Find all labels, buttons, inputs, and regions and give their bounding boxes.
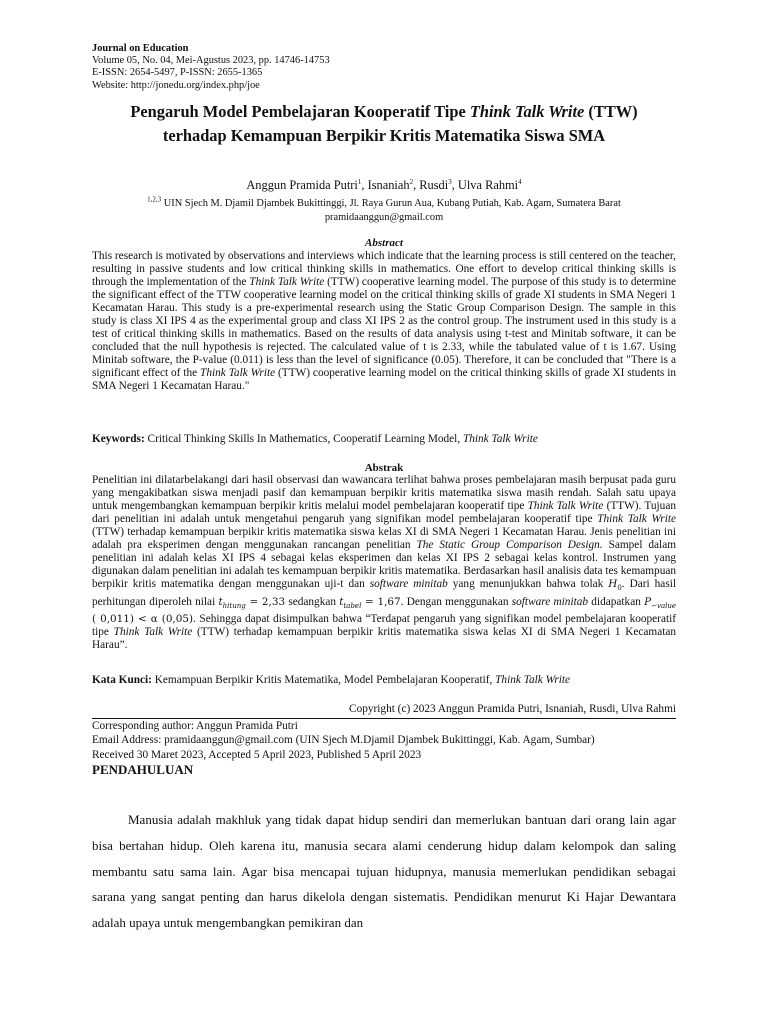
keywords: Keywords: Critical Thinking Skills In Mathematics, Cooperatif Learning Model, Think Talk Write [92,433,538,445]
author: Isnaniah$^2$, [367,177,420,192]
abstract-heading: Abstract [365,237,403,249]
journal-header [92,43,330,92]
corresponding-author: Corresponding author: Anggun Pramida Putri [92,720,298,732]
author: Anggun Pramida Putri$^1$, [246,177,368,192]
kata-kunci: Kata Kunci: Kemampuan Berpikir Kritis Matematika, Model Pembelajaran Kooperatif, Think Talk Write [92,674,571,686]
correspondence [92,719,692,762]
author-email[interactable]: pramidaanggun@gmail.com [324,211,444,223]
publication-dates: Received 30 Maret 2023, Accepted 5 April 2023, Published 5 April 2023 [92,748,422,761]
author: Ulva Rahmi$^4$ [457,177,522,192]
author-list [92,178,676,193]
title-line-2: terhadap Kemampuan Berpikir Kritis Matematika Siswa SMA [162,126,606,145]
corresponding-email: Email Address: pramidaanggun@gmail.com (UIN Sjech M.Djamil Djambek Bukittinggi, Kab. Agam, Sumbar) [92,734,595,747]
author: Rusdi$^3$, [419,177,458,192]
abstrak-heading: Abstrak [364,462,404,474]
paper-title [70,100,698,148]
journal-volume: Volume 05, No. 04, Mei-Agustus 2023, pp. 14746-14753 [92,55,330,67]
abstrak-text: Penelitian ini dilatarbelakangi dari hasil observasi dan wawancara terlihat bahwa proses pembelajaran masih berpusat pada guru yang mengakibatkan siswa menjadi pasif dan kemampuan berpikir kritis matematika siswa masih rendah. Salah satu upaya untuk mengembangkan kemampuan berpikir kritis melalui model pembelajaran kooperatif tipe Think Talk Write (TTW). Tujuan dari penelitian ini adalah untuk mengetahui pengaruh yang signifikan model pembelajaran kooperatif tipe Think Talk Write (TTW) terhadap kemampuan berpikir kritis matematika siswa kelas XI di SMA Negeri 1 Kecamatan Harau. Jenis penelitian ini adalah pra eksperimen dengan menggunakan rancangan penelitian The Static Group Comparison Design. Sampel dalam penelitian ini adalah kelas XI IPS 4 sebagai kelas eksperimen dan kelas XI IPS 2 sebagai kelas kontrol. Instrumen yang digunakan dalam penelitian ini adalah tes kemampuan berpikir kritis matematika. Berdasarkan hasil analisis data tes kemampuan berpikir kritis matematika dengan menggunakan uji-t dan software minitab yang menunjukkan bahwa tolak $H_0$. Dari hasil perhitungan diperoleh nilai $t_{hitung} = 2,33$ sedangkan $t_{tabel} = 1,67$. Dengan menggunakan software minitab didapatkan $P_{-value}$ ( 0,011) < α (0,05). Sehingga dapat disimpulkan bahwa “Terdapat pengaruh yang signifikan model pembelajaran kooperatif tipe Think Talk Write (TTW) terhadap kemampuan berpikir kritis matematika siswa kelas XI di SMA Negeri 1 Kecamatan Harau”. [92,474,677,651]
body-paragraph: Manusia adalah makhluk yang tidak dapat hidup sendiri dan memerlukan bantuan dari orang lain agar bisa bertahan hidup. Oleh karena itu, manusia secara alami cenderung hidup dalam kelompok dan saling membantu satu sama lain. Agar bisa mencapai tujuan hidupnya, manusia memerlukan pendidikan sebagai sarana yang sangat penting dan harus dikelola dengan sistematis. Pendidikan menurut Ki Hajar Dewantara adalah upaya untuk mengembangkan pemikiran dan [92,812,676,931]
journal-website[interactable]: Website: http://jonedu.org/index.php/joe [92,79,260,91]
abstract-text: This research is motivated by observations and interviews which indicate that the learning process is still centered on the teacher, resulting in passive students and low critical thinking skills in mathematics. One effort to develop critical thinking skills is through the implementation of the Think Talk Write (TTW) cooperative learning model. The purpose of this study is to determine the significant effect of the TTW cooperative learning model on the critical thinking skills of grade XI students in SMA Negeri 1 Kecamatan Harau. This study is a pre-experimental research using the Static Group Comparison Design. The sample in this study is class XI IPS 4 as the experimental group and class XI IPS 2 as the control group. The instrument used in this study is a test of critical thinking skills in mathematics. Based on the results of data analysis using t-test and Minitab software, it can be concluded that the null hypothesis is rejected. The calculated value of t is 2.33, while the tabulated value of t is 1.67. Using Minitab software, the P-value (0.011) is less than the level of significance (0.05). Therefore, it can be concluded that "There is a significant effect of the Think Talk Write (TTW) cooperative learning model on the critical thinking skills of grade XI students in SMA Negeri 1 Kecamatan Harau." [92,250,676,393]
title-line-1: Pengaruh Model Pembelajaran Kooperatif Tipe Think Talk Write (TTW) [130,102,638,121]
section-heading: PENDAHULUAN [92,762,194,777]
journal-issn: E-ISSN: 2654-5497, P-ISSN: 2655-1365 [92,67,263,79]
journal-name: Journal on Education [92,43,189,54]
affiliation: $^{1,2,3}$ UIN Sjech M. Djamil Djambek Bukittinggi, Jl. Raya Gurun Aua, Kubang Putiah, Kab. Agam, Sumatera Barat pramidaanggun@gmail.com [92,197,676,224]
copyright-line: Copyright (c) 2023 Anggun Pramida Putri, Isnaniah, Rusdi, Ulva Rahmi [349,703,676,715]
